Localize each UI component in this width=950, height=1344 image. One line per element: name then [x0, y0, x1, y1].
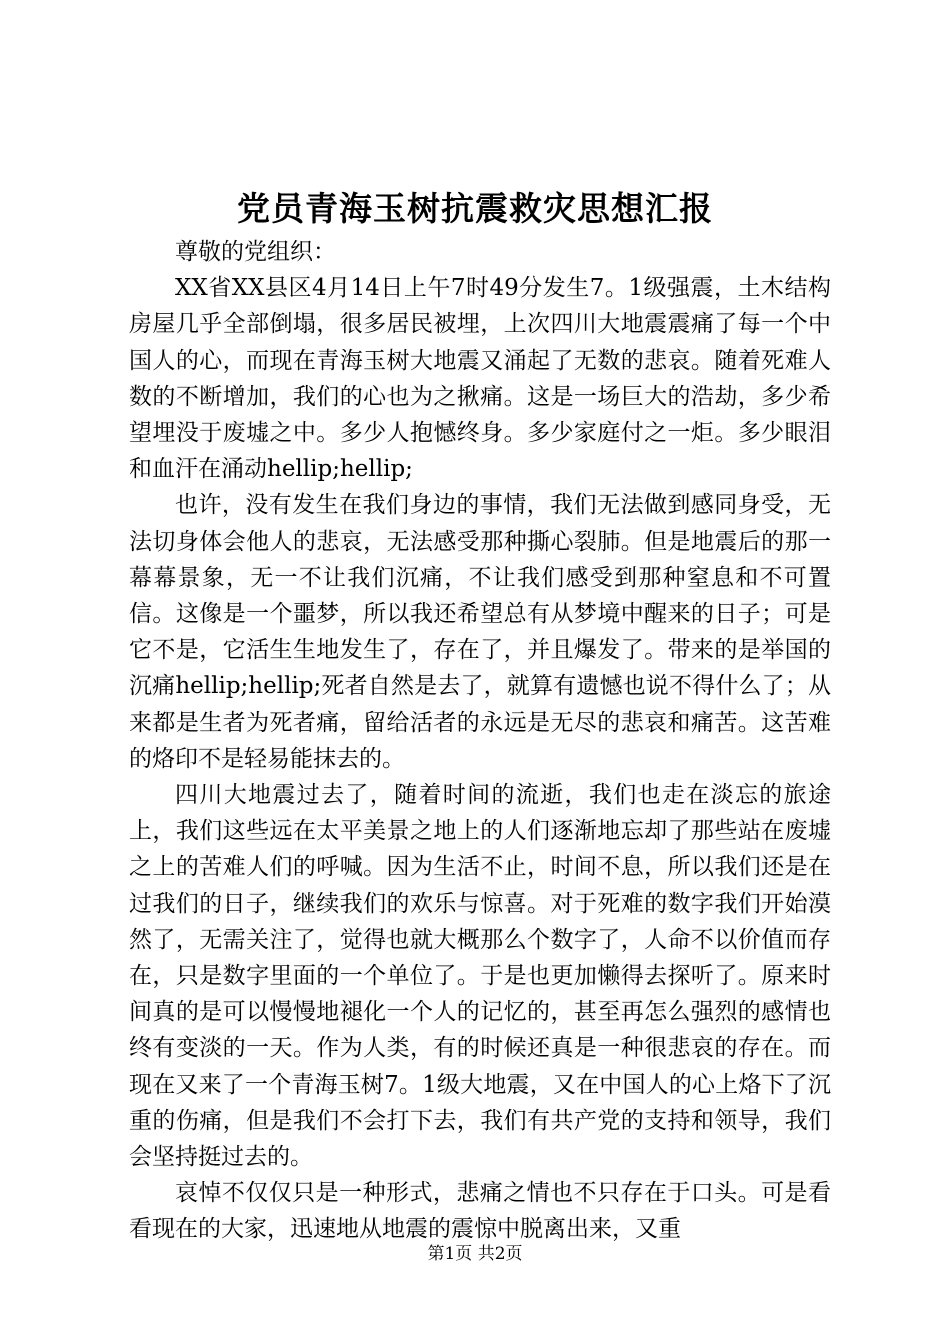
- paragraph-4: 哀悼不仅仅只是一种形式，悲痛之情也不只存在于口头。可是看看现在的大家，迅速地从地震的震惊中脱离出来，又重: [129, 1180, 831, 1243]
- paragraph-1: XX省XX县区4月14日上午7时49分发生7。1级强震，土木结构房屋几乎全部倒塌，很多居民被埋，上次四川大地震震痛了每一个中国人的心，而现在青海玉树大地震又涌起了无数的悲哀。随着死难人数的不断增加，我们的心也为之揪痛。这是一场巨大的浩劫，多少希望埋没于废墟之中。多少人抱憾终身。多少家庭付之一炬。多少眼泪和血汗在涌动hellip;hellip;: [129, 275, 831, 483]
- paragraph-3: 四川大地震过去了，随着时间的流逝，我们也走在淡忘的旅途上，我们这些远在太平美景之地上的人们逐渐地忘却了那些站在废墟之上的苦难人们的呼喊。因为生活不止，时间不息，所以我们还是在过我们的日子，继续我们的欢乐与惊喜。对于死难的数字我们开始漠然了，无需关注了，觉得也就大概那么个数字了，人命不以价值而存在，只是数字里面的一个单位了。于是也更加懒得去探听了。原来时间真的是可以慢慢地褪化一个人的记忆的，甚至再怎么强烈的感情也终有变淡的一天。作为人类，有的时候还真是一种很悲哀的存在。而现在又来了一个青海玉树7。1级大地震，又在中国人的心上烙下了沉重的伤痛，但是我们不会打下去，我们有共产党的支持和领导，我们会坚持挺过去的。: [129, 782, 831, 1171]
- salutation: 尊敬的党组织：: [175, 239, 336, 265]
- paragraph-2: 也许，没有发生在我们身边的事情，我们无法做到感同身受，无法切身体会他人的悲哀，无法感受那种撕心裂肺。但是地震后的那一幕幕景象，无一不让我们沉痛，不让我们感受到那种窒息和不可置信。这像是一个噩梦，所以我还希望总有从梦境中醒来的日子；可是它不是，它活生生地发生了，存在了，并且爆发了。带来的是举国的沉痛hellip;hellip;死者自然是去了，就算有遗憾也说不得什么了；从来都是生者为死者痛，留给活者的永远是无尽的悲哀和痛苦。这苦难的烙印不是轻易能抹去的。: [129, 492, 831, 772]
- document-title: 党员青海玉树抗震救灾思想汇报: [237, 189, 713, 228]
- page-footer: 第1页 共2页: [427, 1244, 523, 1264]
- document-body: [129, 234, 831, 1248]
